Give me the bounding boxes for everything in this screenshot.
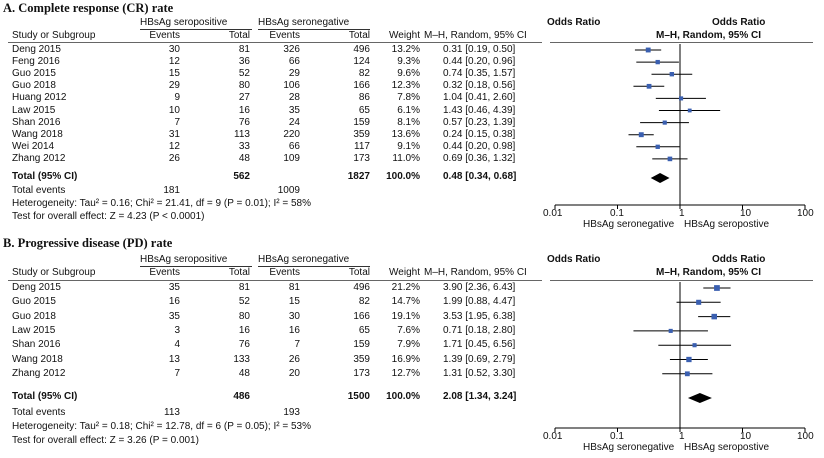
cell-nt: 82 [358,296,370,308]
total-events-pos-b: 113 [164,407,180,418]
total-events-neg-b: 193 [283,407,300,418]
cell-pe: 4 [174,339,180,351]
cell-pt: 36 [238,56,250,68]
header-study: Study or Subgroup [12,30,96,41]
cell-pt: 27 [238,92,250,104]
total-events-label-b: Total events [12,407,66,418]
cell-ne: 220 [283,128,300,140]
cell-weight: 13.2% [391,44,420,55]
overall-effect-b: Test for overall effect: Z = 3.26 (P = 0.001) [12,435,199,446]
cell-weight: 21.2% [391,282,420,293]
point-estimate-square [692,343,696,347]
cell-weight: 19.1% [391,310,420,322]
cell-nt: 166 [353,80,370,92]
total-neg-b: 1500 [347,391,370,402]
header-pos-total: Total [228,30,250,41]
cell-weight: 9.6% [397,68,420,80]
header-study-b: Study or Subgroup [12,267,96,278]
cell-ne: 109 [283,152,300,164]
cell-pe: 16 [168,296,180,308]
point-estimate-square [686,357,691,362]
cell-weight: 6.1% [397,104,420,116]
total-events-label-a: Total events [12,185,66,196]
cell-pt: 16 [238,324,250,336]
cell-name: Guo 2018 [12,310,56,322]
pooled-estimate-diamond [688,393,712,403]
cell-name: Wang 2018 [12,353,63,365]
cell-ne: 326 [283,44,300,55]
cell-pt: 76 [238,339,250,351]
cell-name: Deng 2015 [12,282,61,293]
cell-name: Feng 2016 [12,56,60,68]
cell-ci: 0.31 [0.19, 0.50] [443,44,516,55]
total-label-a: Total (95% CI) [12,171,78,182]
cell-nt: 159 [353,116,370,128]
cell-ci: 0.24 [0.15, 0.38] [443,128,516,140]
header-neg-events-b: Events [269,267,300,278]
cell-ci: 0.74 [0.35, 1.57] [443,68,516,80]
cell-pe: 26 [168,152,180,164]
tick-label-b-4: 100 [797,431,814,442]
header-pos-events: Events [149,30,180,41]
total-label-b: Total (95% CI) [12,391,78,402]
cell-pe: 13 [168,353,180,365]
header-pos-events-b: Events [149,267,180,278]
cell-name: Zhang 2012 [12,152,66,164]
cell-ci: 1.99 [0.88, 4.47] [443,296,516,308]
cell-pt: 33 [238,140,250,152]
cell-pe: 12 [168,56,180,68]
cell-pe: 9 [174,92,180,104]
cell-nt: 65 [358,324,370,336]
total-neg-a: 1827 [347,171,370,182]
cell-pt: 80 [238,310,250,322]
cell-ne: 29 [288,68,300,80]
cell-weight: 13.6% [391,128,420,140]
total-events-neg-a: 1009 [277,185,300,196]
tick-label-b-1: 0.1 [610,431,624,442]
total-pos-a: 562 [233,171,250,182]
header-neg-total-b: Total [348,267,370,278]
cell-ne: 16 [288,324,300,336]
cell-nt: 166 [353,310,370,322]
header-or-method-right-b: M–H, Random, 95% CI [656,267,762,278]
tick-label-a-3: 10 [740,208,752,219]
point-estimate-square [696,300,701,305]
point-estimate-square [711,314,717,320]
header-pos-group: HBsAg seropositive [140,17,228,28]
heterogeneity-b: Heterogeneity: Tau² = 0.18; Chi² = 12.78, df = 6 (P = 0.05); I² = 53% [12,421,311,432]
cell-ne: 106 [283,80,300,92]
total-ci-a: 0.48 [0.34, 0.68] [443,171,517,182]
cell-nt: 359 [353,128,370,140]
cell-ci: 1.31 [0.52, 3.30] [443,367,516,379]
total-weight-b: 100.0% [386,391,420,402]
cell-pt: 81 [238,44,250,55]
cell-ci: 1.71 [0.45, 6.56] [443,339,516,351]
cell-pe: 10 [168,104,180,116]
cell-nt: 65 [358,104,370,116]
tick-label-a-0: 0.01 [543,208,563,219]
cell-pt: 81 [238,282,250,293]
overall-effect-a: Test for overall effect: Z = 4.23 (P < 0.0001) [12,211,205,222]
header-neg-events: Events [269,30,300,41]
tick-label-a-2: 1 [679,208,685,219]
header-or-right-b: Odds Ratio [712,254,766,265]
cell-pt: 133 [233,353,250,365]
header-or-method-left: M–H, Random, 95% CI [424,30,527,41]
header-or-left-b: Odds Ratio [547,254,601,265]
header-weight: Weight [389,30,420,41]
tick-label-b-3: 10 [740,431,752,442]
tick-label-a-1: 0.1 [610,208,624,219]
total-pos-b: 486 [233,391,250,402]
header-weight-b: Weight [389,267,420,278]
cell-ci: 0.71 [0.18, 2.80] [443,324,516,336]
cell-weight: 7.8% [397,92,420,104]
cell-nt: 82 [358,68,370,80]
cell-ne: 66 [288,140,300,152]
cell-ci: 0.57 [0.23, 1.39] [443,116,516,128]
axis-left-label-b: HBsAg seronegative [583,442,675,453]
header-pos-total-b: Total [228,267,250,278]
cell-weight: 8.1% [397,116,420,128]
cell-ne: 15 [288,296,300,308]
cell-pe: 7 [174,116,180,128]
cell-ne: 26 [288,353,300,365]
cell-ne: 7 [294,339,300,351]
cell-weight: 9.1% [397,140,420,152]
header-or-right: Odds Ratio [712,17,766,28]
cell-pe: 31 [168,128,180,140]
axis-right-label-a: HBsAg seropostive [684,219,770,230]
axis-left-label-a: HBsAg seronegative [583,219,675,230]
cell-pt: 16 [238,104,250,116]
cell-ci: 0.32 [0.18, 0.56] [443,80,516,92]
header-pos-group-b: HBsAg seropositive [140,254,228,265]
point-estimate-square [714,285,720,291]
tick-label-a-4: 100 [797,208,814,219]
cell-ci: 0.44 [0.20, 0.96] [443,56,516,68]
cell-name: Guo 2015 [12,296,56,308]
panel-a-title: A. Complete response (CR) rate [3,1,174,15]
cell-pt: 52 [238,68,250,80]
cell-pt: 80 [238,80,250,92]
cell-pe: 35 [168,310,180,322]
header-neg-group: HBsAg seronegative [258,17,350,28]
cell-weight: 12.3% [391,80,420,92]
cell-name: Wei 2014 [12,140,55,152]
cell-pe: 35 [168,282,180,293]
header-neg-total: Total [348,30,370,41]
cell-ci: 0.69 [0.36, 1.32] [443,152,516,164]
cell-nt: 86 [358,92,370,104]
cell-ci: 1.04 [0.41, 2.60] [443,92,516,104]
point-estimate-square [685,371,690,376]
tick-label-b-0: 0.01 [543,431,563,442]
cell-nt: 124 [353,56,370,68]
cell-pe: 30 [168,44,180,55]
cell-nt: 173 [353,367,370,379]
cell-ne: 24 [288,116,300,128]
total-events-pos-a: 181 [163,185,180,196]
cell-name: Guo 2018 [12,80,56,92]
header-neg-group-b: HBsAg seronegative [258,254,350,265]
cell-pt: 113 [234,128,250,140]
cell-pt: 76 [238,116,250,128]
cell-pe: 15 [168,68,180,80]
total-ci-b: 2.08 [1.34, 3.24] [443,391,517,402]
cell-ne: 20 [288,367,300,379]
cell-weight: 7.6% [397,324,420,336]
point-estimate-square [669,329,673,333]
cell-ci: 1.43 [0.46, 4.39] [443,104,516,116]
header-or-method-right: M–H, Random, 95% CI [656,30,762,41]
tick-label-b-2: 1 [679,431,685,442]
cell-ne: 81 [288,282,300,293]
cell-name: Shan 2016 [12,339,61,351]
cell-name: Zhang 2012 [12,367,66,379]
panel-b-title: B. Progressive disease (PD) rate [3,236,173,250]
cell-ne: 30 [288,310,300,322]
cell-nt: 496 [353,282,370,293]
cell-weight: 11.0% [392,152,420,164]
cell-ci: 0.44 [0.20, 0.98] [443,140,516,152]
cell-weight: 12.7% [391,367,420,379]
cell-name: Shan 2016 [12,116,61,128]
cell-nt: 359 [353,353,370,365]
cell-nt: 496 [353,44,370,55]
cell-name: Law 2015 [12,104,56,116]
cell-weight: 7.9% [397,339,420,351]
cell-pt: 52 [238,296,250,308]
cell-pe: 29 [168,80,180,92]
cell-ci: 3.90 [2.36, 6.43] [443,282,516,293]
cell-pe: 7 [174,367,180,379]
cell-name: Guo 2015 [12,68,56,80]
axis-right-label-b: HBsAg seropostive [684,442,770,453]
cell-ne: 28 [288,92,300,104]
cell-nt: 173 [353,152,370,164]
heterogeneity-a: Heterogeneity: Tau² = 0.16; Chi² = 21.41, df = 9 (P = 0.01); I² = 58% [12,198,311,209]
cell-ne: 66 [288,56,300,68]
cell-name: Law 2015 [12,324,56,336]
cell-weight: 16.9% [391,353,420,365]
cell-name: Huang 2012 [12,92,67,104]
cell-name: Deng 2015 [12,44,61,55]
cell-ne: 35 [288,104,300,116]
cell-weight: 9.3% [397,56,420,68]
cell-ci: 1.39 [0.69, 2.79] [443,353,516,365]
cell-nt: 117 [354,140,370,152]
cell-pt: 48 [238,152,250,164]
cell-pe: 3 [174,324,180,336]
cell-weight: 14.7% [391,296,420,308]
cell-pt: 48 [238,367,250,379]
header-or-method-left-b: M–H, Random, 95% CI [424,267,527,278]
cell-name: Wang 2018 [12,128,63,140]
header-or-left: Odds Ratio [547,17,601,28]
cell-pe: 12 [168,140,180,152]
cell-nt: 159 [353,339,370,351]
cell-ci: 3.53 [1.95, 6.38] [443,310,516,322]
total-weight-a: 100.0% [386,171,420,182]
